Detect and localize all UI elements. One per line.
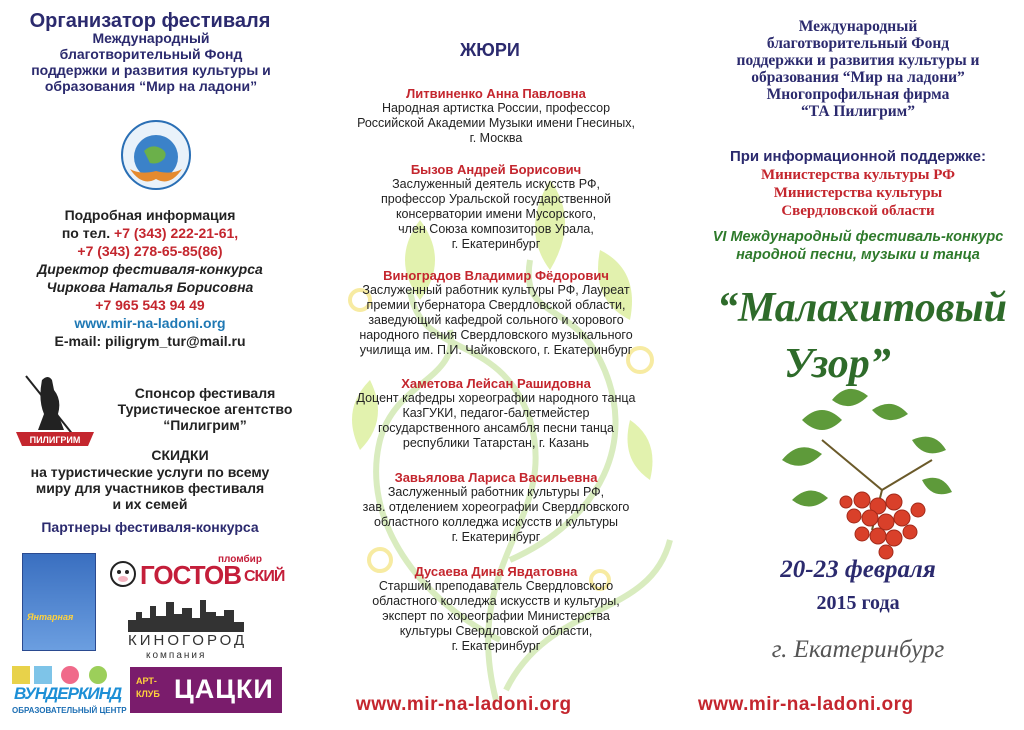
discount-text — [0, 464, 300, 512]
juror-line: Доцент кафедры хореографии народного танца — [356, 391, 636, 405]
festival-year: 2015 года — [816, 592, 900, 614]
discount-title: СКИДКИ — [151, 447, 209, 463]
partner-yantarnaya-text: Янтарная — [27, 612, 74, 622]
phone-1: +7 (343) 222-21-61, — [114, 225, 239, 241]
partner-gostov-text: ГОСТОВ — [140, 560, 241, 590]
sponsor-line: Туристическое агентство — [117, 401, 293, 417]
support-block — [692, 166, 1024, 220]
juror-line: член Союза композиторов Урала, — [398, 222, 594, 236]
partner-tsacki-logo — [130, 667, 282, 713]
website-link[interactable]: www.mir-na-ladoni.org — [356, 694, 572, 715]
left-panel — [0, 0, 300, 730]
juror-line: республики Татарстан, г. Казань — [402, 436, 590, 450]
juror-line: областного колледжа искусств и культуры, — [372, 594, 620, 608]
jury-title: ЖЮРИ — [460, 40, 520, 60]
juror-line: г. Екатеринбург — [451, 237, 541, 251]
fund-line: Международный — [798, 18, 918, 35]
juror-entry — [310, 162, 682, 252]
fund-line: поддержки и развития культуры и — [736, 52, 980, 69]
city-skyline-icon — [128, 598, 272, 632]
juror-name: Завьялова Лариса Васильевна — [394, 470, 598, 485]
festival-city: г. Екатеринбург — [771, 636, 945, 663]
partner-yantarnaya-logo — [22, 553, 96, 651]
director-phone: +7 965 543 94 49 — [95, 297, 205, 313]
juror-line: Старший преподаватель Свердловского — [378, 579, 614, 593]
juror-entry — [310, 470, 682, 545]
tsacki-pre-2: КЛУБ — [136, 689, 160, 699]
organizer-name — [6, 30, 296, 94]
cow-icon — [108, 558, 138, 588]
juror-line: г. Екатеринбург — [451, 639, 541, 653]
website-link[interactable]: www.mir-na-ladoni.org — [74, 315, 226, 331]
juror-line: г. Москва — [469, 131, 523, 145]
organizer-line: благотворительный Фонд — [59, 46, 243, 62]
juror-line: премии губернатора Свердловской области, — [366, 298, 626, 312]
fund-line: Многопрофильная фирма — [766, 86, 950, 103]
support-line: Министерства культуры РФ — [760, 167, 956, 183]
fund-line: “ТА Пилигрим” — [801, 103, 915, 120]
festival-subtitle — [692, 228, 1024, 264]
juror-entry — [310, 376, 682, 451]
partner-tsacki-pre — [136, 675, 160, 701]
pilgrim-logo — [12, 372, 98, 454]
partner-kinogorod-text: КИНОГОРОД — [128, 632, 248, 649]
partner-gostov-sub: пломбир — [218, 554, 262, 565]
juror-name: Литвиненко Анна Павловна — [406, 86, 586, 101]
juror-line: Заслуженный работник культуры РФ, — [387, 485, 605, 499]
partner-kinogorod-sub: компания — [146, 650, 207, 661]
fund-line: благотворительный Фонд — [766, 35, 950, 52]
festival-line: народной песни, музыки и танца — [736, 247, 980, 263]
blocks-icon — [10, 664, 120, 686]
fund-line: образования “Мир на ладони” — [751, 69, 965, 86]
discount-line: и их семей — [112, 496, 188, 512]
phone-2: +7 (343) 278-65-85(86) — [77, 243, 223, 259]
juror-line: Заслуженный деятель искусств РФ, — [392, 177, 600, 191]
juror-entry — [310, 564, 682, 654]
partner-vunderkind-sub: ОБРАЗОВАТЕЛЬНЫЙ ЦЕНТР — [12, 706, 127, 715]
rowan-berries-illustration — [762, 380, 982, 570]
sponsor-line: Спонсор фестиваля — [134, 385, 276, 401]
sponsor-block — [110, 385, 300, 433]
juror-line: училища им. П.И. Чайковского, г. Екатеринбург — [359, 343, 633, 357]
organizer-line: Международный — [92, 30, 210, 46]
discount-line: на туристические услуги по всему — [30, 464, 270, 480]
juror-entry — [310, 268, 682, 358]
juror-name: Виноградов Владимир Фёдорович — [383, 268, 609, 283]
festival-dates: 20-23 февраля — [780, 556, 936, 583]
juror-line: Российской Академии Музыки имени Гнесиных, — [357, 116, 635, 130]
director-name: Чиркова Наталья Борисовна — [46, 279, 254, 295]
fund-block — [692, 18, 1024, 120]
tsacki-pre-1: АРТ- — [136, 676, 157, 686]
support-title: При информационной поддержке: — [729, 148, 987, 165]
jury-panel — [300, 0, 692, 730]
festival-line: VI Международный фестиваль-конкурс — [712, 229, 1004, 245]
mir-na-ladoni-logo — [108, 105, 204, 201]
pilgrim-logo-text: ПИЛИГРИМ — [29, 435, 81, 445]
partner-gostov-suffix: СКИЙ — [244, 568, 285, 585]
festival-title-line-2: Узор” — [784, 341, 891, 387]
partners-title: Партнеры фестиваля-конкурса — [41, 519, 259, 535]
juror-line: зав. отделением хореографии Свердловского — [362, 500, 630, 514]
support-line: Министерства культуры — [773, 185, 943, 201]
contact-info — [0, 206, 300, 350]
discount-line: миру для участников фестиваля — [35, 480, 265, 496]
juror-line: Заслуженный работник культуры РФ, Лауреат — [362, 283, 630, 297]
partner-vunderkind-logo — [10, 664, 130, 720]
juror-line: профессор Уральской государственной — [381, 192, 611, 206]
juror-name: Хаметова Лейсан Рашидовна — [401, 376, 591, 391]
juror-line: народного пения Свердловского музыкального — [359, 328, 633, 342]
partner-gostov-logo — [108, 552, 288, 596]
partner-vunderkind-text: ВУНДЕРКИНД — [14, 684, 122, 703]
juror-line: эксперт по хореографии Министерства — [382, 609, 610, 623]
juror-line: консерватории имени Мусорского, — [395, 207, 597, 221]
juror-line: г. Екатеринбург — [451, 530, 541, 544]
organizer-line: образования “Мир на ладони” — [44, 78, 258, 94]
support-line: Свердловской области — [781, 203, 935, 219]
email-line[interactable]: E-mail: piligrym_tur@mail.ru — [54, 333, 246, 349]
juror-line: государственного ансамбля песни танца — [378, 421, 614, 435]
festival-panel — [692, 0, 1024, 730]
juror-line: Народная артистка России, профессор — [381, 101, 611, 115]
partner-tsacki-text: ЦАЦКИ — [174, 674, 274, 704]
juror-line: заведующий кафедрой сольного и хорового — [368, 313, 624, 327]
organizer-title: Организатор фестиваля — [29, 10, 271, 32]
phone-prefix: по тел. — [61, 225, 111, 241]
juror-entry — [310, 86, 682, 146]
info-title: Подробная информация — [64, 207, 236, 223]
director-title: Директор фестиваля-конкурса — [37, 261, 263, 277]
festival-title-line-1: “Малахитовый — [716, 285, 1008, 331]
partner-kinogorod-logo — [128, 598, 272, 662]
phone-line — [0, 224, 300, 242]
juror-line: областного колледжа искусств и культуры — [373, 515, 619, 529]
juror-line: КазГУКИ, педагог-балетмейстер — [402, 406, 590, 420]
juror-line: культуры Свердловской области, — [399, 624, 593, 638]
organizer-line: поддержки и развития культуры и — [31, 62, 271, 78]
juror-name: Дусаева Дина Явдатовна — [414, 564, 578, 579]
juror-name: Бызов Андрей Борисович — [410, 162, 582, 177]
website-link[interactable]: www.mir-na-ladoni.org — [698, 694, 914, 715]
sponsor-line: “Пилигрим” — [163, 417, 247, 433]
